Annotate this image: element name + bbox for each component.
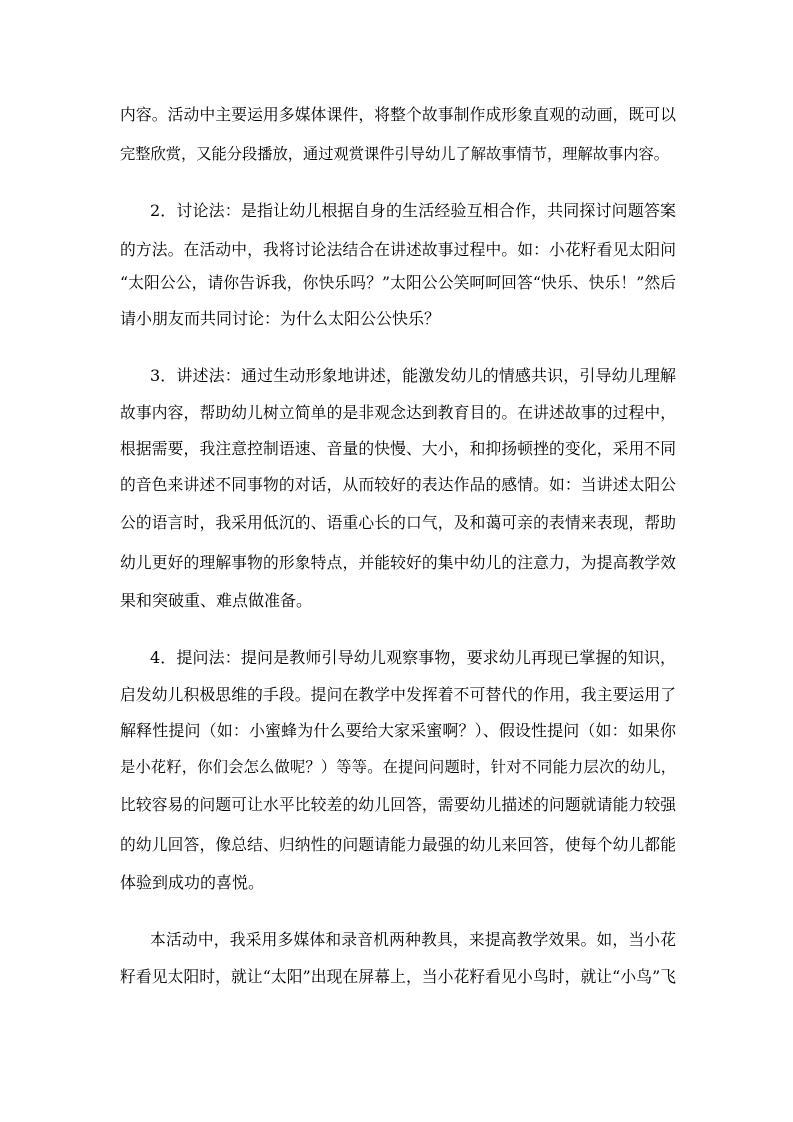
- paragraph-first-line: 本活动中，我采用多媒体和录音机两种教具，来提高教学效果。如，当小花: [150, 930, 676, 949]
- text-line: 的音色来讲述不同事物的对话，从而较好的表达作品的感情。如：当讲述太阳公: [120, 475, 676, 494]
- text-line: 解释性提问（如：小蜜蜂为什么要给大家采蜜啊？）、假设性提问（如：如果你: [120, 721, 676, 740]
- text-line: 的幼儿回答，像总结、归纳性的问题请能力最强的幼儿来回答，使每个幼儿都能: [120, 835, 676, 854]
- text-line: 是小花籽，你们会怎么做呢？）等等。在提问问题时，针对不同能力层次的幼儿，: [120, 758, 676, 776]
- text-line: 根据需要，我注意控制语速、音量的快慢、大小，和抑扬顿挫的变化，采用不同: [120, 439, 676, 458]
- text-line: 启发幼儿积极思维的手段。提问在教学中发挥着不可替代的作用，我主要运用了: [120, 685, 676, 704]
- text-line: 果和突破重、难点做准备。: [120, 591, 313, 610]
- text-line: 公的语言时，我采用低沉的、语重心长的口气，及和蔼可亲的表情来表现，帮助: [120, 513, 676, 532]
- text-line: 幼儿更好的理解事物的形象特点，并能较好的集中幼儿的注意力，为提高教学效: [120, 553, 676, 572]
- text-line: 体验到成功的喜悦。: [120, 873, 265, 892]
- text-line: 籽看见太阳时，就让“太阳”出现在屏幕上，当小花籽看见小鸟时，就让“小鸟”飞: [120, 967, 676, 986]
- text-line: 请小朋友而共同讨论：为什么太阳公公快乐？: [120, 309, 441, 328]
- paragraph-heading-line: 4．提问法：提问是教师引导幼儿观察事物，要求幼儿再现已掌握的知识，: [150, 648, 676, 667]
- text-line: “太阳公公，请你告诉我，你快乐吗？”太阳公公笑呵呵回答“快乐、快乐！”然后: [120, 273, 676, 292]
- text-line: 故事内容，帮助幼儿树立简单的是非观念达到教育目的。在讲述故事的过程中，: [120, 403, 676, 422]
- paragraph-heading-line: 3．讲述法：通过生动形象地讲述，能激发幼儿的情感共识，引导幼儿理解: [150, 366, 676, 385]
- text-line: 的方法。在活动中，我将讨论法结合在讲述故事过程中。如：小花籽看见太阳问: [120, 240, 676, 259]
- text-line: 完整欣赏，又能分段播放，通过观赏课件引导幼儿了解故事情节，理解故事内容。: [120, 145, 669, 163]
- paragraph-heading-line: 2．讨论法：是指让幼儿根据自身的生活经验互相合作，共同探讨问题答案: [150, 201, 676, 220]
- text-line: 内容。活动中主要运用多媒体课件，将整个故事制作成形象直观的动画，既可以: [120, 105, 676, 124]
- text-line: 比较容易的问题可让水平比较差的幼儿回答，需要幼儿描述的问题就请能力较强: [120, 795, 676, 814]
